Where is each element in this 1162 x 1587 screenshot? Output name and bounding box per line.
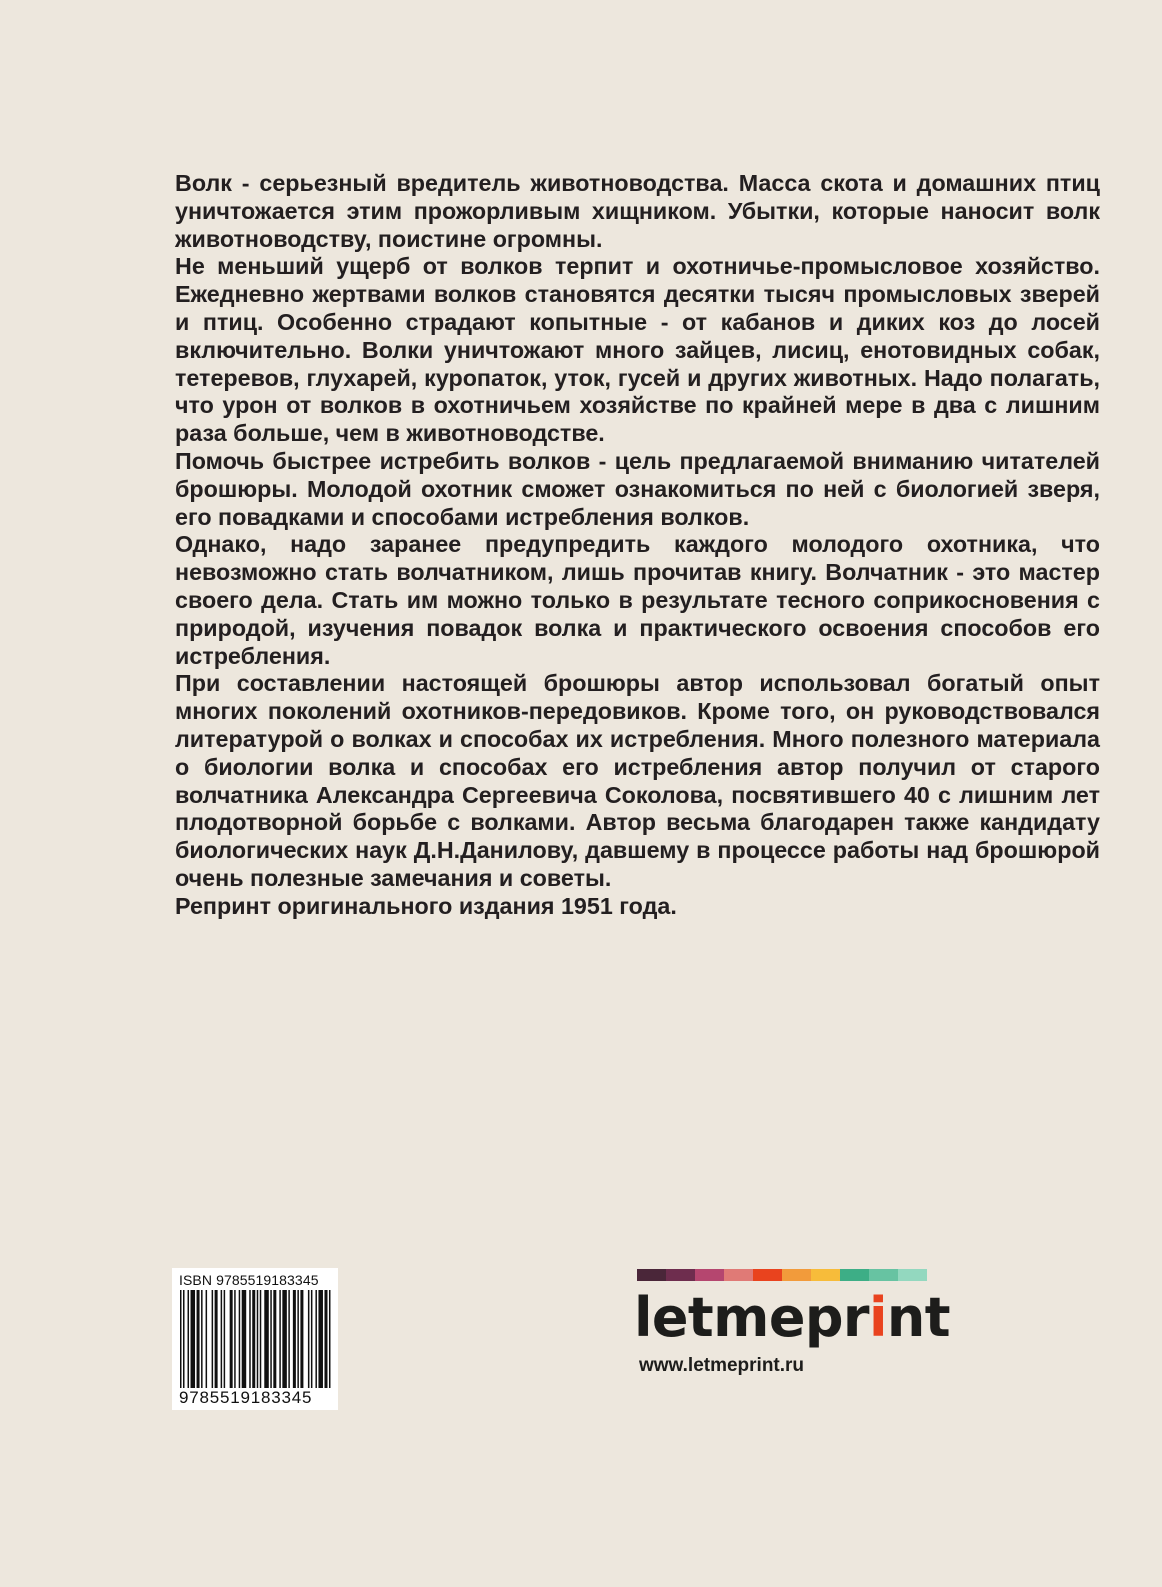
publisher-url[interactable]: www.letmeprint.ru (639, 1355, 805, 1376)
barcode-bar (215, 1290, 218, 1388)
barcode-bar (212, 1290, 214, 1388)
barcode-bar (318, 1290, 323, 1388)
blurb-paragraph: При составлении настоящей брошюры автор использовал богатый опыт многих поколений охотников-передовиков. Кроме того, он руководствовался литературой о волках и способах их истребления. Много полезного материала о биологии волка и способах его истребления автор получил от старого волчатника Александра Сергеевича Соколова, посвятившего 40 с лишним лет плодотворной борьбе с волками. Автор весьма благодарен также кандидату биологических наук Д.Н.Данилову, давшему в процессе работы над брошюрой очень полезные замечания и советы. (175, 670, 1100, 891)
barcode-bar (242, 1290, 247, 1388)
barcode-bar (264, 1290, 269, 1388)
barcode-bar (297, 1290, 299, 1388)
brand-color-strip (637, 1269, 927, 1281)
barcode-bar (260, 1290, 262, 1388)
barcode-digits: 9785519183345 (179, 1388, 313, 1407)
barcode-bar (252, 1290, 255, 1388)
barcode-bar (234, 1290, 236, 1388)
isbn-barcode-block (172, 1268, 338, 1410)
isbn-label: ISBN 9785519183345 (179, 1272, 319, 1288)
back-cover-blurb (175, 170, 1100, 921)
brand-color-swatch (811, 1269, 840, 1281)
barcode-bar (224, 1290, 226, 1388)
brand-color-swatch (898, 1269, 927, 1281)
brand-color-swatch (666, 1269, 695, 1281)
blurb-paragraph: Волк - серьезный вредитель животноводства. Масса скота и домашних птиц уничтожается этим прожорливым хищником. Убытки, которые наносит волк животноводству, поистине огромны. (175, 170, 1100, 252)
barcode-bar (206, 1290, 208, 1388)
brand-color-swatch (724, 1269, 753, 1281)
blurb-paragraph: Помочь быстрее истребить волков - цель предлагаемой вниманию читателей брошюры. Молодой охотник сможет ознакомиться по ней с биологией зверя, его повадками и способами истребления волков. (175, 447, 1100, 530)
barcode-bar (300, 1290, 303, 1388)
barcode-bar (239, 1290, 241, 1388)
barcode-bar (197, 1290, 200, 1388)
barcode-bar (279, 1290, 281, 1388)
brand-color-swatch (753, 1269, 782, 1281)
barcode-bar (221, 1290, 223, 1388)
barcode-bar (201, 1290, 203, 1388)
brand-color-swatch (782, 1269, 811, 1281)
barcode-bar (308, 1290, 310, 1388)
barcode-bar (293, 1290, 296, 1388)
blurb-paragraph: Не меньший ущерб от волков терпит и охотничье-промысловое хозяйство. Ежедневно жертвами волков становятся десятки тысяч промысловых зверей и птиц. Особенно страдают копытные - от кабанов и диких коз до лосей включительно. Волки уничтожают много зайцев, лисиц, енотовидных собак, тетеревов, глухарей, куропаток, уток, гусей и других животных. Надо полагать, что урон от волков в охотничьем хозяйстве по крайней мере в два с лишним раза больше, чем в животноводстве. (175, 253, 1100, 447)
barcode-bar (180, 1290, 182, 1388)
barcode-bar (183, 1290, 185, 1388)
barcode-bar (329, 1290, 331, 1388)
barcode-bar (282, 1290, 287, 1388)
publisher-logo (634, 1286, 950, 1349)
barcode-bar (230, 1290, 233, 1388)
barcode-bar (311, 1290, 313, 1388)
logo-text-accent: i (868, 1286, 887, 1349)
barcode-bar (188, 1290, 190, 1388)
logo-text-end: nt (886, 1286, 950, 1349)
blurb-paragraph: Однако, надо заранее предупредить каждого молодого охотника, что невозможно стать волчатником, лишь прочитав книгу. Волчатник - это мастер своего дела. Стать им можно только в результате тесного соприкосновения с природой, изучения повадок волка и практического освоения способов его истребления. (175, 531, 1100, 669)
barcode-bar (324, 1290, 327, 1388)
logo-text-main: letmepr (634, 1286, 869, 1349)
barcode-bar (249, 1290, 251, 1388)
barcode-icon (180, 1290, 332, 1388)
barcode-bar (191, 1290, 196, 1388)
blurb-paragraph: Репринт оригинального издания 1951 года. (175, 892, 677, 919)
barcode-bar (288, 1290, 290, 1388)
barcode-bar (270, 1290, 272, 1388)
brand-color-swatch (869, 1269, 898, 1281)
barcode-bar (273, 1290, 276, 1388)
barcode-bar (257, 1290, 259, 1388)
barcode-bar (315, 1290, 317, 1388)
brand-color-swatch (840, 1269, 869, 1281)
brand-color-swatch (637, 1269, 666, 1281)
brand-color-swatch (695, 1269, 724, 1281)
